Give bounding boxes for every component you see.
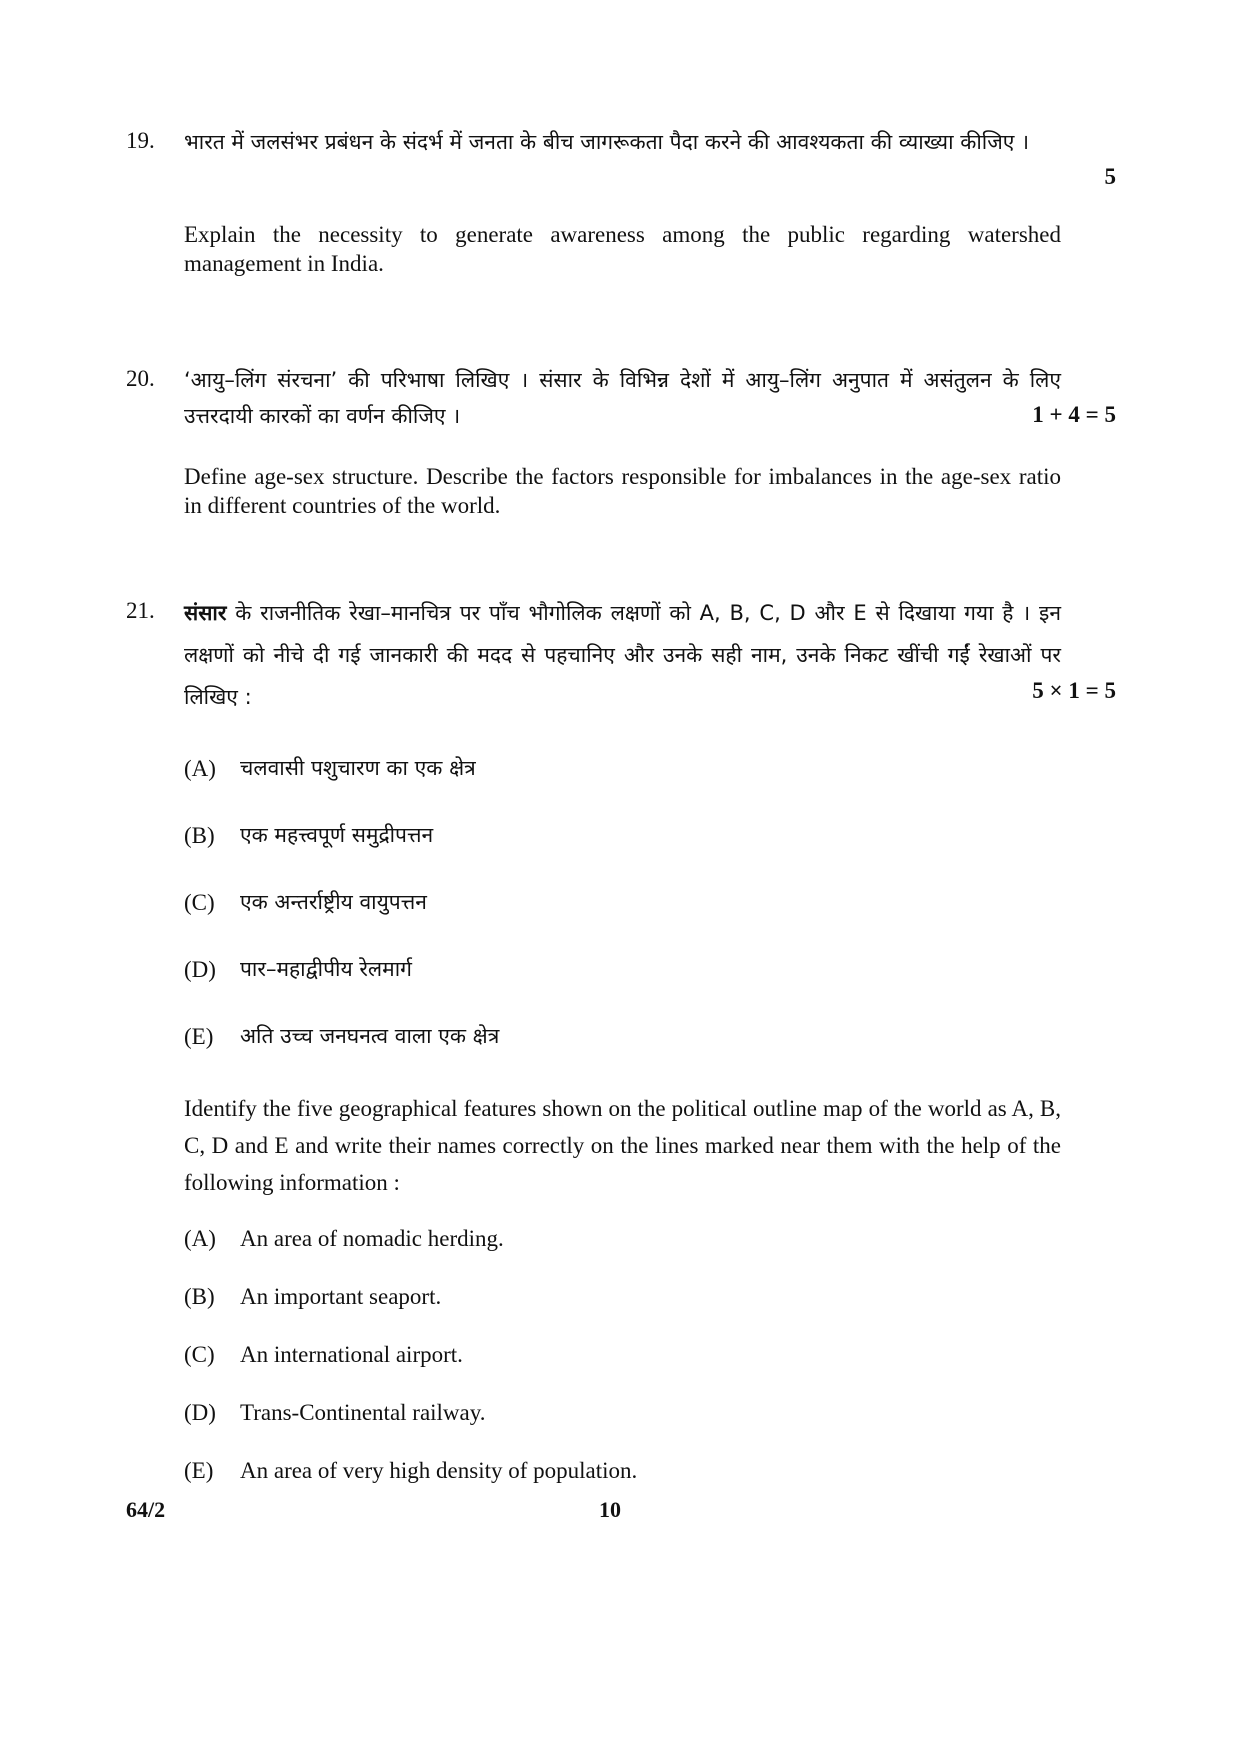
option-label: (C) [184,1342,215,1367]
question-marks: 1 + 4 = 5 [1032,402,1116,427]
question-hindi-text: ‘आयु–लिंग संरचना’ की परिभाषा लिखिए । संसार के विभिन्न देशों में आयु–लिंग अनुपात में असंतुलन के लिए उत्तरदायी कारकों का वर्णन कीजिए । [184,368,1061,428]
question-hindi-text: भारत में जलसंभर प्रबंधन के संदर्भ में जनता के बीच जागरूकता पैदा करने की आवश्यकता की व्याख्या कीजिए । [184,130,1030,154]
option-text: An area of nomadic herding. [240,1226,504,1251]
question-marks: 5 × 1 = 5 [1032,678,1116,703]
option-text: चलवासी पशुचारण का एक क्षेत्र [240,756,476,780]
option-text: अति उच्च जनघनत्व वाला एक क्षेत्र [240,1024,500,1048]
question-marks: 5 [1104,164,1116,189]
question-number: 19. [126,128,155,153]
hindi-option-d [184,957,1061,997]
english-option-e [184,1458,1061,1498]
option-text: पार–महाद्वीपीय रेलमार्ग [240,957,412,981]
question-english-text: Identify the five geographical features shown on the political outline map of the world as A, B, C, D and E and write their names correctly on the lines marked near them with the help of the following information : [184,1096,1061,1195]
option-label: (B) [184,1284,215,1309]
option-text: एक महत्त्वपूर्ण समुद्रीपत्तन [240,823,434,847]
question-english-text: Define age-sex structure. Describe the factors responsible for imbalances in the age-sex ratio in different countries of the world. [184,464,1061,518]
option-text: An important seaport. [240,1284,442,1309]
option-label: (A) [184,1226,216,1251]
question-number: 20. [126,366,155,391]
english-option-c [184,1342,1061,1382]
question-hindi-rest: के राजनीतिक रेखा–मानचित्र पर पाँच भौगोलिक लक्षणों को A, B, C, D और E से दिखाया गया है । इन लक्षणों को नीचे दी गई जानकारी की मदद से पहचानिए और उनके सही नाम, उनके निकट खींची गईं रेखाओं पर लिखिए : [184,601,1061,709]
question-english-text: Explain the necessity to generate awareness among the public regarding watershed management in India. [184,222,1061,276]
question-hindi-bold-word: संसार [184,601,227,625]
english-option-b [184,1284,1061,1324]
paper-code: 64/2 [126,1497,166,1522]
question-number: 21. [126,598,155,623]
english-option-a [184,1226,1061,1266]
option-label: (E) [184,1458,214,1483]
option-label: (D) [184,1400,216,1425]
page-number: 10 [599,1497,621,1522]
option-text: Trans-Continental railway. [240,1400,486,1425]
option-text: An area of very high density of population. [240,1458,638,1483]
option-label: (E) [184,1024,214,1049]
hindi-option-c [184,890,1061,930]
hindi-option-a [184,756,1061,796]
option-label: (B) [184,823,215,848]
option-label: (D) [184,957,216,982]
option-label: (C) [184,890,215,915]
hindi-option-e [184,1024,1061,1064]
option-label: (A) [184,756,216,781]
option-text: एक अन्तर्राष्ट्रीय वायुपत्तन [240,890,427,914]
english-option-d [184,1400,1061,1440]
option-text: An international airport. [240,1342,463,1367]
question-hindi-text [184,592,1061,718]
hindi-option-b [184,823,1061,863]
